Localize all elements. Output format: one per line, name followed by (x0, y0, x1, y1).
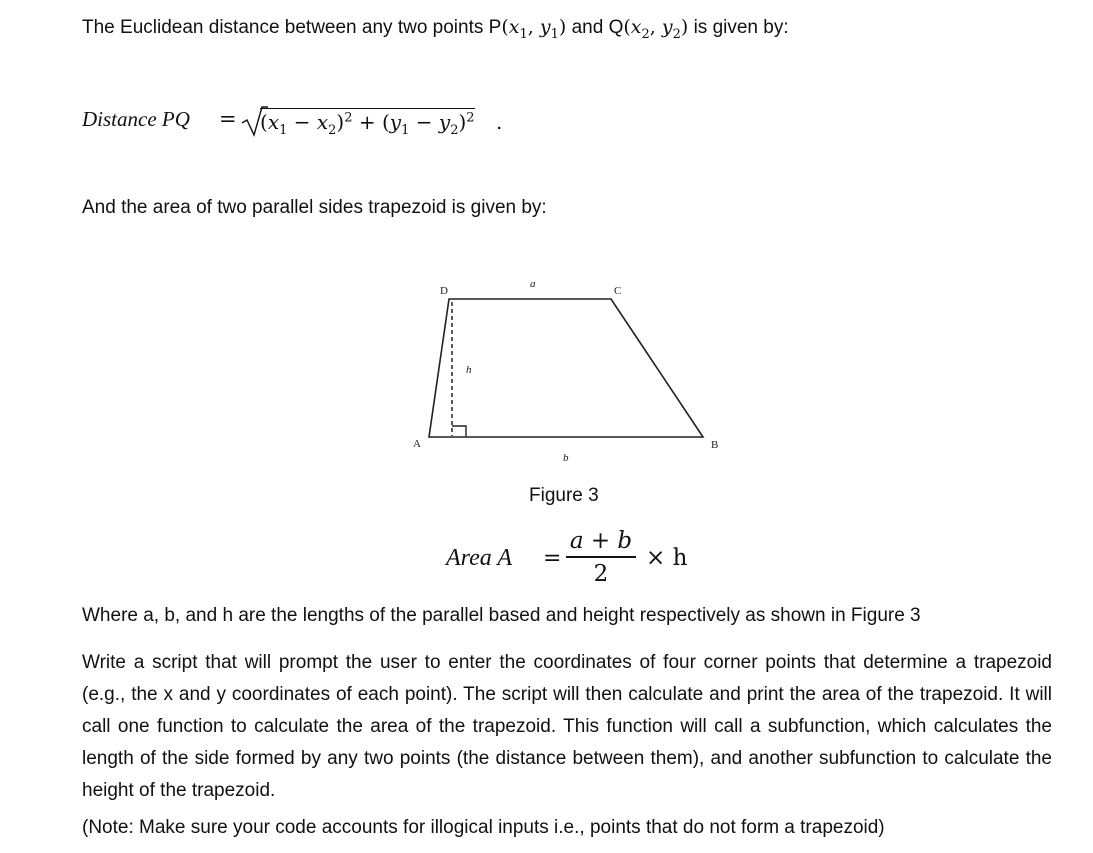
side-a-label: a (530, 278, 536, 290)
distance-period: . (496, 110, 503, 134)
point-q-coords: ($x_2$, $y_2$) (623, 16, 689, 42)
fraction-bar (566, 556, 636, 558)
area-equals: = (543, 546, 562, 571)
area-intro-text: And the area of two parallel sides trapezoid is given by: (82, 197, 547, 218)
area-numerator: a + b (569, 528, 633, 554)
area-label: Area A (446, 545, 512, 571)
vertex-a-label: A (413, 438, 421, 450)
figure-caption: Figure 3 (529, 485, 599, 506)
note-text: (Note: Make sure your code accounts for illogical inputs i.e., points that do not form a trapezoid) (82, 817, 885, 838)
side-b-label: b (563, 452, 569, 464)
distance-label: Distance PQ (82, 107, 190, 131)
vertex-b-label: B (711, 439, 719, 451)
area-denominator: 2 (593, 560, 609, 587)
intro-given-by: is given by: (693, 17, 789, 38)
intro-and: and (571, 17, 604, 38)
distance-equals: = (219, 107, 237, 131)
vertex-d-label: D (440, 285, 448, 297)
right-angle-marker (452, 426, 466, 437)
task-paragraph: Write a script that will prompt the user to enter the coordinates of four corner points that determine a trapezoid (e.g., the x and y coordinates of each point). The script will then calculate and print the area of the trapezoid. It will call one function to calculate the area of the trapezoid. This function will call a subfunction, which calculates the length of the side formed by any two points (the distance between them), and another subfunction to calculate the height of the trapezoid. (82, 652, 1052, 801)
point-q-label: Q (608, 17, 624, 38)
point-p-coords: ($x_1$, $y_1$) (501, 16, 567, 42)
distance-expression: $(x_1 - x_2)^2 + (y_1 - y_2)^2$ (260, 110, 475, 138)
area-times-h: × h (646, 545, 688, 571)
explanation-text: Where a, b, and h are the lengths of the parallel based and height respectively as shown in Figure 3 (82, 605, 921, 626)
area-fraction (566, 527, 636, 588)
vertex-c-label: C (614, 285, 622, 297)
intro-line (82, 14, 789, 41)
point-p-label: P (488, 17, 502, 38)
height-label: h (466, 364, 472, 376)
intro-text: The Euclidean distance between any two points (82, 17, 489, 38)
